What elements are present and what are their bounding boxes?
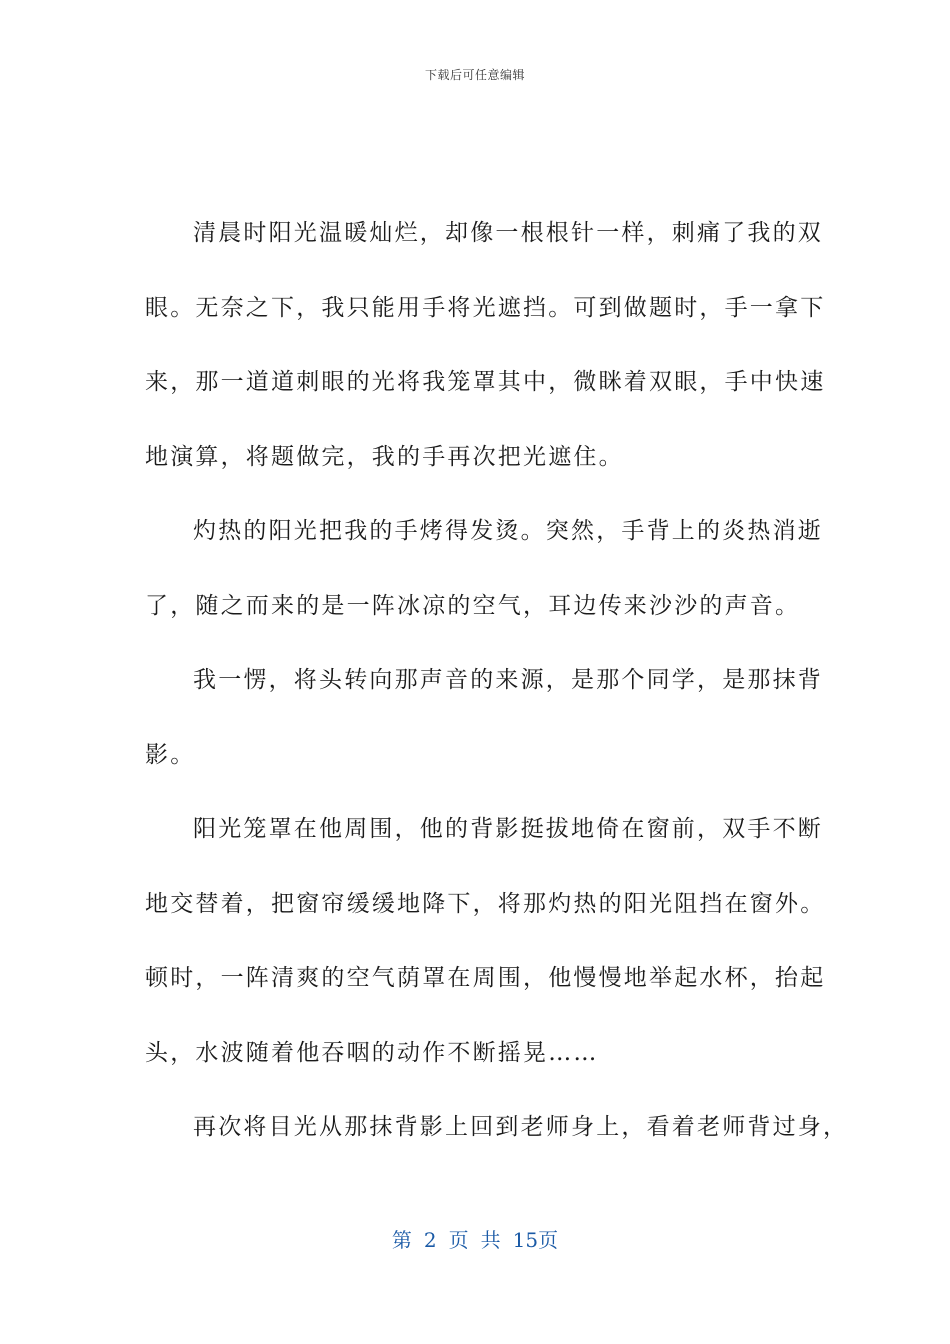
text-line: 阳光笼罩在他周围，他的背影挺拔地倚在窗前，双手不断 xyxy=(193,816,823,842)
text-line: 再次将目光从那抹背影上回到老师身上，看着老师背过身， xyxy=(193,1114,849,1140)
total-pages: 15页 xyxy=(512,1228,559,1252)
page-number: 2 xyxy=(423,1228,437,1252)
text-line: 眼。无奈之下，我只能用手将光遮挡。可到做题时，手一拿下 xyxy=(145,294,826,321)
text-line: 我一愣，将头转向那声音的来源，是那个同学，是那抹背 xyxy=(193,667,823,693)
text-line: 地交替着，把窗帘缓缓地降下，将那灼热的阳光阻挡在窗外。 xyxy=(145,890,826,917)
footer-gong: 共 xyxy=(480,1228,501,1252)
text-line: 顿时，一阵清爽的空气荫罩在周围，他慢慢地举起水杯，抬起 xyxy=(145,965,826,991)
text-line: 清晨时阳光温暖灿烂，却像一根根针一样，刺痛了我的双 xyxy=(193,220,823,246)
page-footer xyxy=(0,1224,950,1253)
text-line: 来，那一道道刺眼的光将我笼罩其中，微眯着双眼，手中快速 xyxy=(145,369,826,395)
text-line: 头，水波随着他吞咽的动作不断摇晃…… xyxy=(145,1039,599,1066)
text-line: 影。 xyxy=(145,741,196,768)
text-line: 地演算，将题做完，我的手再次把光遮住。 xyxy=(145,443,624,470)
footer-ye: 页 xyxy=(448,1228,469,1252)
text-line: 了，随之而来的是一阵冰凉的空气，耳边传来沙沙的声音。 xyxy=(145,592,801,619)
text-line: 灼热的阳光把我的手烤得发烫。突然，手背上的炎热消逝 xyxy=(193,518,823,544)
document-body xyxy=(145,196,849,1165)
footer-di: 第 xyxy=(391,1228,412,1252)
page-header: 下载后可任意编辑 xyxy=(424,68,525,82)
